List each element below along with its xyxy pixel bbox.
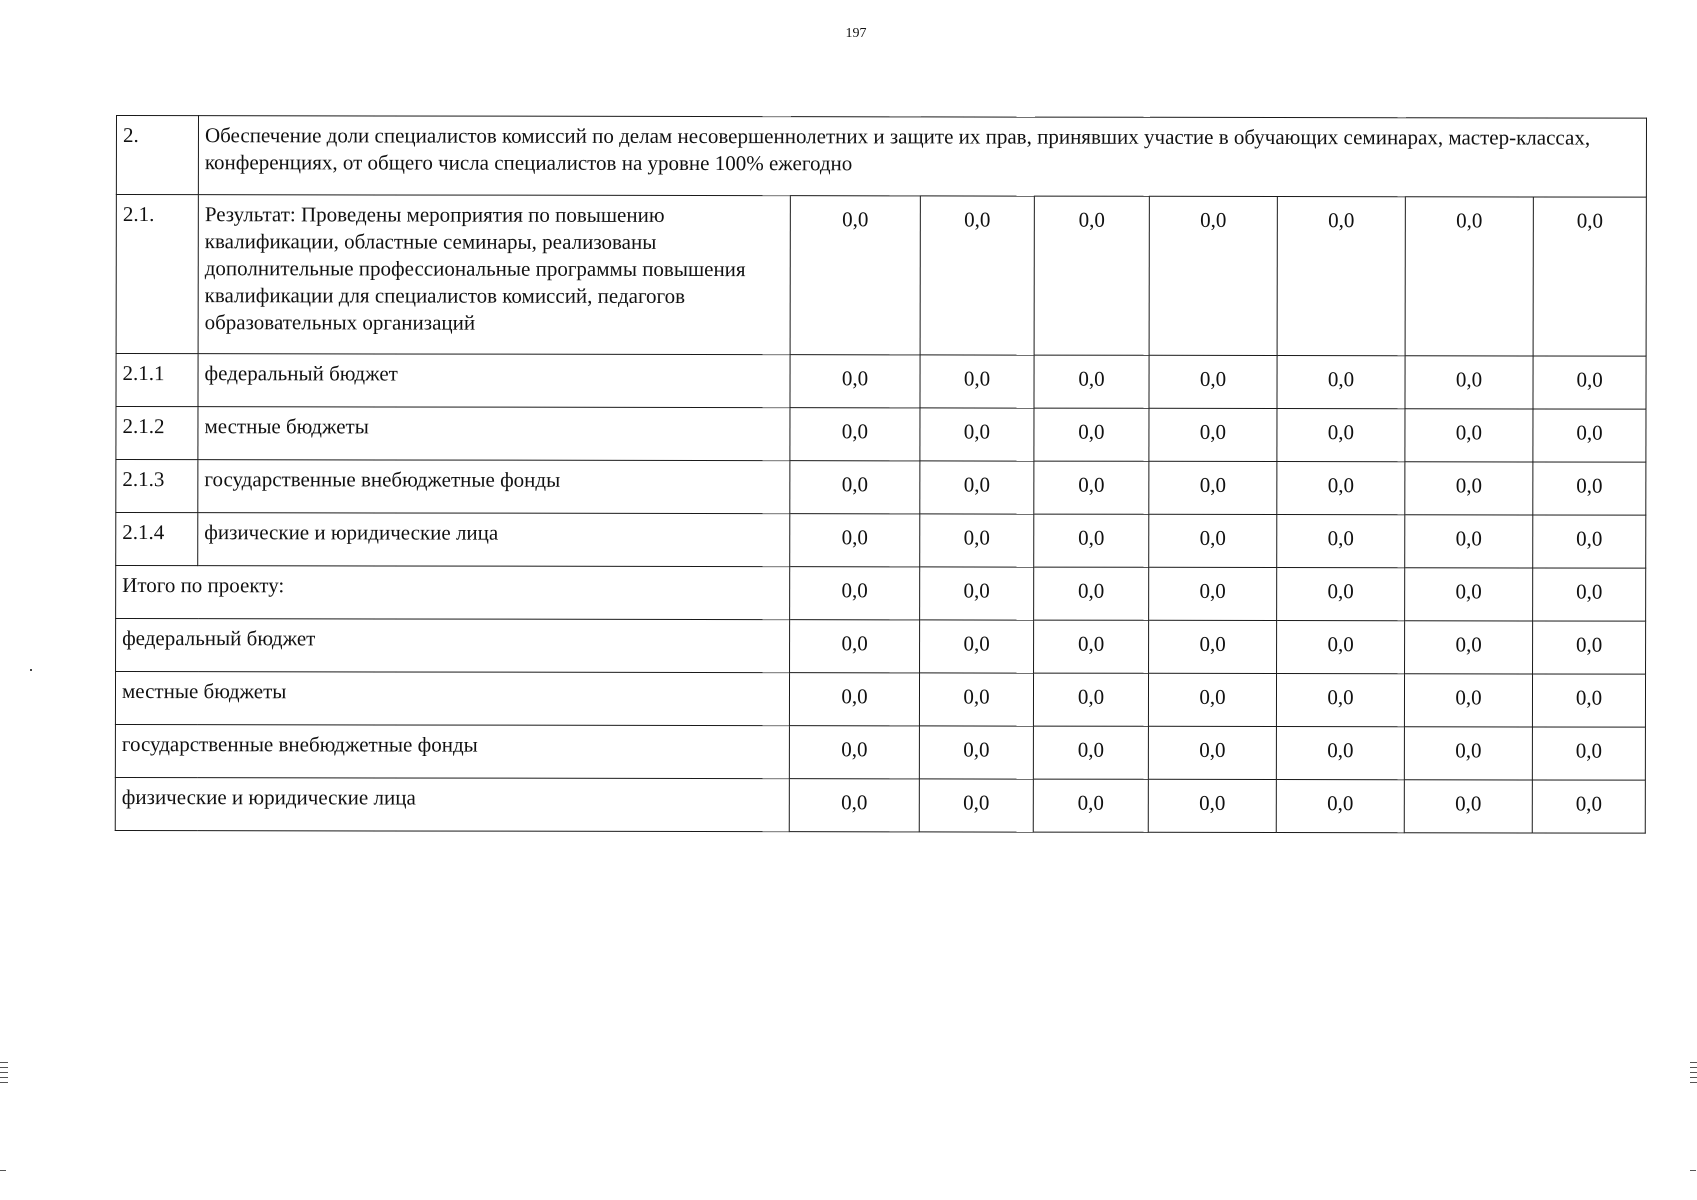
value-cell: 0,0 [1405, 621, 1533, 674]
value-cell: 0,0 [1532, 727, 1645, 780]
value-cell: 0,0 [1405, 409, 1533, 462]
value-cell: 0,0 [1532, 780, 1645, 833]
value-cell: 0,0 [790, 461, 920, 514]
value-cell: 0,0 [1033, 779, 1148, 832]
value-cell: 0,0 [789, 726, 919, 779]
value-cell: 0,0 [1276, 674, 1404, 727]
value-cell: 0,0 [1277, 462, 1405, 515]
value-cell: 0,0 [789, 673, 919, 726]
value-cell: 0,0 [1533, 409, 1646, 462]
value-cell: 0,0 [1405, 515, 1533, 568]
value-cell: 0,0 [1533, 197, 1646, 356]
value-cell: 0,0 [1277, 621, 1405, 674]
value-cell: 0,0 [1148, 779, 1276, 832]
value-cell: 0,0 [1277, 197, 1405, 356]
value-cell: 0,0 [1034, 461, 1149, 514]
task-row [116, 116, 1646, 198]
value-cell: 0,0 [919, 673, 1033, 726]
total-label: Итого по проекту: [116, 566, 790, 620]
total-label: местные бюджеты [115, 672, 789, 726]
value-cell: 0,0 [1405, 462, 1533, 515]
value-cell: 0,0 [790, 620, 920, 673]
binding-marks-right [1690, 1062, 1697, 1087]
value-cell: 0,0 [1404, 727, 1532, 780]
value-cell: 0,0 [1276, 727, 1404, 780]
value-cell: 0,0 [1405, 197, 1533, 356]
budget-table [115, 115, 1647, 834]
total-row-project [116, 566, 1646, 622]
value-cell: 0,0 [1276, 780, 1404, 833]
source-row-offbudget [116, 460, 1646, 516]
value-cell: 0,0 [1149, 196, 1277, 355]
value-cell: 0,0 [1533, 515, 1646, 568]
source-number: 2.1.3 [116, 460, 198, 513]
scan-speck [30, 669, 32, 671]
value-cell: 0,0 [790, 196, 920, 355]
value-cell: 0,0 [1277, 409, 1405, 462]
value-cell: 0,0 [919, 779, 1033, 832]
binding-marks-left [0, 1062, 8, 1087]
total-label: федеральный бюджет [116, 619, 790, 673]
value-cell: 0,0 [790, 355, 920, 408]
value-cell: 0,0 [789, 779, 919, 832]
value-cell: 0,0 [1149, 620, 1277, 673]
value-cell: 0,0 [1034, 567, 1149, 620]
value-cell: 0,0 [1533, 568, 1646, 621]
value-cell: 0,0 [1034, 355, 1149, 408]
edge-tick-left [0, 1170, 6, 1171]
page-number: 197 [845, 26, 867, 41]
value-cell: 0,0 [1033, 726, 1148, 779]
value-cell: 0,0 [1149, 514, 1277, 567]
value-cell: 0,0 [1532, 674, 1645, 727]
result-row [116, 195, 1646, 357]
total-row-local [115, 672, 1645, 728]
value-cell: 0,0 [1404, 780, 1532, 833]
total-row-federal [116, 619, 1646, 675]
value-cell: 0,0 [1533, 621, 1646, 674]
value-cell: 0,0 [920, 196, 1034, 355]
result-number: 2.1. [116, 195, 198, 354]
value-cell: 0,0 [920, 408, 1034, 461]
total-row-offbudget [115, 724, 1645, 780]
source-row-federal [116, 354, 1646, 410]
value-cell: 0,0 [920, 461, 1034, 514]
source-label: государственные внебюджетные фонды [198, 460, 790, 514]
total-label: государственные внебюджетные фонды [115, 724, 789, 778]
source-number: 2.1.4 [116, 513, 198, 566]
value-cell: 0,0 [1149, 461, 1277, 514]
value-cell: 0,0 [920, 620, 1034, 673]
value-cell: 0,0 [1034, 408, 1149, 461]
value-cell: 0,0 [790, 408, 920, 461]
value-cell: 0,0 [1277, 356, 1405, 409]
value-cell: 0,0 [1405, 568, 1533, 621]
value-cell: 0,0 [1149, 408, 1277, 461]
task-number: 2. [116, 116, 198, 195]
value-cell: 0,0 [1034, 620, 1149, 673]
value-cell: 0,0 [920, 514, 1034, 567]
value-cell: 0,0 [1033, 673, 1148, 726]
total-label: физические и юридические лица [115, 777, 789, 831]
value-cell: 0,0 [1277, 515, 1405, 568]
value-cell: 0,0 [1148, 673, 1276, 726]
edge-tick-right [1690, 1170, 1696, 1171]
value-cell: 0,0 [920, 567, 1034, 620]
value-cell: 0,0 [1034, 514, 1149, 567]
source-label: физические и юридические лица [198, 513, 790, 567]
result-description: Результат: Проведены мероприятия по повышению квалификации, областные семинары, реализованы дополнительные профессиональные программы повышения квалификации для специалистов комиссий, педагогов образовательных организаций [198, 195, 790, 355]
value-cell: 0,0 [790, 514, 920, 567]
source-label: местные бюджеты [198, 407, 790, 461]
value-cell: 0,0 [1149, 567, 1277, 620]
value-cell: 0,0 [1533, 462, 1646, 515]
total-row-persons [115, 777, 1645, 833]
value-cell: 0,0 [790, 567, 920, 620]
value-cell: 0,0 [1405, 356, 1533, 409]
value-cell: 0,0 [1404, 674, 1532, 727]
value-cell: 0,0 [1148, 726, 1276, 779]
value-cell: 0,0 [1149, 355, 1277, 408]
source-number: 2.1.1 [116, 354, 198, 407]
source-row-persons [116, 513, 1646, 569]
source-number: 2.1.2 [116, 407, 198, 460]
source-label: федеральный бюджет [198, 354, 790, 408]
value-cell: 0,0 [1277, 568, 1405, 621]
task-description: Обеспечение доли специалистов комиссий по делам несовершеннолетних и защите их прав, принявших участие в обучающих семинарах, мастер-классах, конференциях, от общего числа специалистов на уровне 100% ежегодно [198, 116, 1646, 198]
value-cell: 0,0 [920, 355, 1034, 408]
value-cell: 0,0 [1533, 356, 1646, 409]
value-cell: 0,0 [1034, 196, 1149, 355]
value-cell: 0,0 [919, 726, 1033, 779]
source-row-local [116, 407, 1646, 463]
